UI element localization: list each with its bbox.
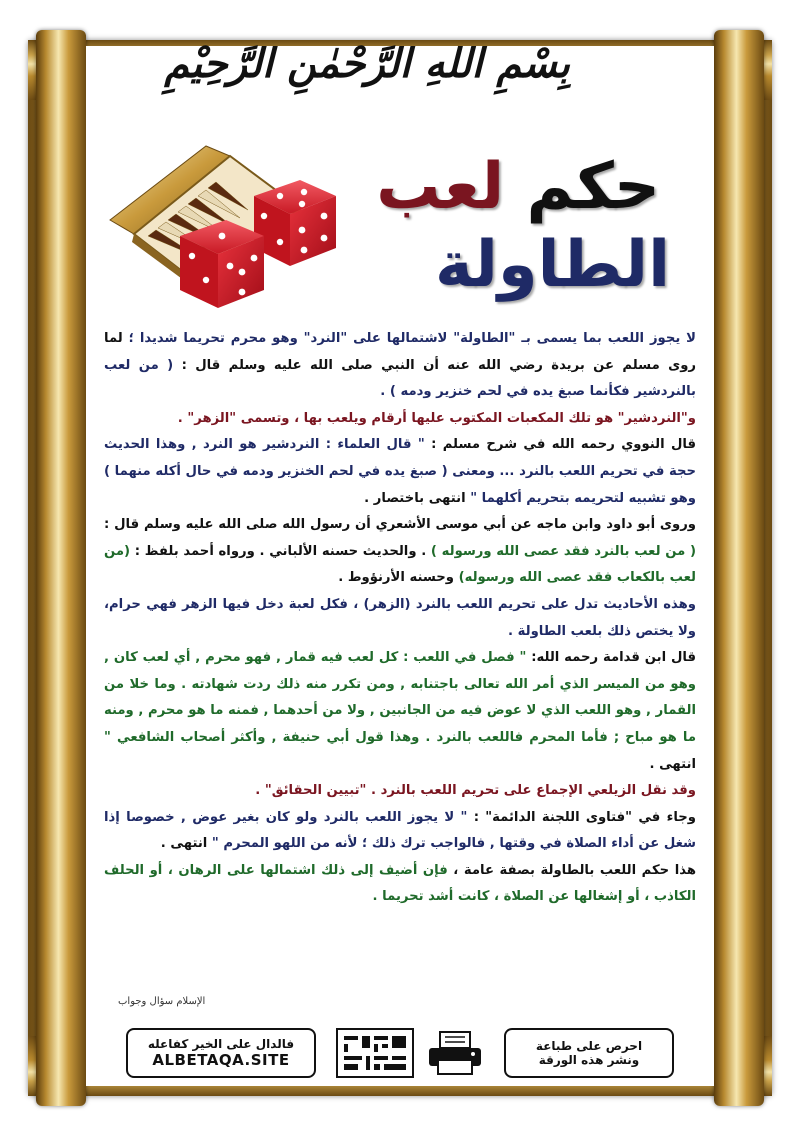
site-link[interactable]: ALBETAQA.SITE xyxy=(152,1051,290,1069)
paragraph-2: و"النردشير" هو تلك المكعبات المكتوب عليها أرقام ويلعب بها ، وتسمى "الزهر" . xyxy=(177,410,696,426)
hadith-nardashir: ( من لعب بالنردشير فكأنما صبغ يده في لحم خنزير ودمه ) . xyxy=(104,357,696,400)
footer-print-line2: ونشر هذه الورقة xyxy=(538,1053,640,1067)
opening-ruling: لا يجوز اللعب بما يسمى بـ "الطاولة" لاشتمالها على "النرد" وهو محرم تحريما شديدا ؛ xyxy=(128,331,696,346)
nawawi-quote: " قال العلماء : النردشير هو النرد , وهذا الحديث حجة في تحريم اللعب بالنرد ... ومعنى ( صبغ يده في لحم الخنزير ودمه في حال أكله منهما ) وهو تشبيه لتحريمه بتحريم أكلهما " xyxy=(104,437,696,506)
hadith-nard: ( من لعب بالنرد فقد عصى الله ورسوله ) xyxy=(430,543,696,559)
ibn-qudama-end: انتهى . xyxy=(649,756,696,772)
paragraph-3 xyxy=(104,432,696,512)
ibn-qudama-intro: قال ابن قدامة رحمه الله: xyxy=(526,650,696,666)
paragraph-9 xyxy=(104,858,696,911)
ibn-qudama-quote: " فصل في اللعب : كل لعب فيه قمار , فهو محرم , أي لعب كان , وهو من الميسر الذي أمر الله تعالى باجتنابه , ومن تكرر منه ذلك ردت شهادته . وما خلا من القمار , وهو اللعب الذي لا عوض فيه من الجانبين , ولا من أحدهما , فمنه ما هو محرم , ومنه ما هو مباح ; فأما المحرم فاللعب بالنرد . وهذا قول أبي حنيفة , وأكثر أصحاب الشافعي " xyxy=(104,650,696,745)
source-attribution: الإسلام سؤال وجواب xyxy=(118,996,206,1007)
frame-right-post xyxy=(714,30,764,1106)
die-back-icon xyxy=(254,180,336,266)
footer-site-box xyxy=(126,1028,316,1078)
nawawi-intro: قال النووي رحمه الله في شرح مسلم : xyxy=(424,437,696,453)
hadith-intro: لما روى مسلم عن بريدة رضي الله عنه أن النبي صلى الله عليه وسلم قال : xyxy=(104,331,696,373)
footer-print-line1: احرص على طباعة xyxy=(535,1039,643,1053)
footer-middle xyxy=(336,1028,484,1078)
footer-proverb: فالدال على الخير كفاعله xyxy=(147,1037,295,1051)
printer-icon xyxy=(426,1030,484,1076)
paragraph-7: وقد نقل الزيلعي الإجماع على تحريم اللعب بالنرد . "تبيين الحقائق" . xyxy=(255,783,696,799)
lajna-intro: وجاء في "فتاوى اللجنة الدائمة" : xyxy=(467,809,696,825)
paper-dawah-logo xyxy=(336,1028,414,1078)
arnaout-note: وحسنه الأرنؤوط . xyxy=(338,570,459,586)
frame-left-post xyxy=(36,30,86,1106)
title-word-ruling: حكم xyxy=(526,150,660,224)
hadith-kiaab: (من لعب بالكعاب فقد عصى الله ورسوله) xyxy=(104,543,696,586)
backgammon-dice-illustration xyxy=(104,138,374,313)
article-body xyxy=(104,326,696,1016)
paragraph-6 xyxy=(104,645,696,778)
die-front-icon xyxy=(180,220,264,308)
paragraph-5: وهذه الأحاديث تدل على تحريم اللعب بالنرد (الزهر) ، فكل لعبة دخل فيها الزهر فهي حرام، ولا يختص ذلك بلعب الطاولة . xyxy=(104,596,696,639)
conclusion-a: هذا حكم اللعب بالطاولة بصفة عامة ، xyxy=(447,862,697,878)
title-line-2: الطاولة xyxy=(435,228,670,302)
abu-dawud-intro: وروى أبو داود وابن ماجه عن أبي موسى الأشعري أن رسول الله صلى الله عليه وسلم قال : xyxy=(104,517,696,533)
paragraph-1 xyxy=(104,326,696,406)
title-word-playing: لعب xyxy=(376,150,505,224)
lajna-end: انتهى . xyxy=(160,836,212,852)
nawawi-end: انتهى باختصار . xyxy=(364,490,471,506)
albani-note: . والحديث حسنه الألباني . ورواه أحمد بلفظ : xyxy=(130,543,431,559)
footer-print-box xyxy=(504,1028,674,1078)
footer-bar xyxy=(126,1026,674,1080)
basmala-calligraphy: بِسْمِ اللهِ الرَّحْمٰنِ الرَّحِيْمِ xyxy=(164,40,570,87)
title-line-1 xyxy=(376,150,660,230)
paragraph-4 xyxy=(104,512,696,592)
lajna-quote: " لا يجوز اللعب بالنرد ولو كان بغير عوض , خصوصا إذا شغل عن أداء الصلاة في وقتها , فالواجب ترك ذلك ؛ لأنه من اللهو المحرم " xyxy=(104,809,696,852)
conclusion-b: فإن أضيف إلى ذلك اشتمالها على الرهان ، أو الحلف الكاذب ، أو إشغالها عن الصلاة ، كانت أشد تحريما . xyxy=(104,862,696,905)
paragraph-8 xyxy=(104,805,696,858)
